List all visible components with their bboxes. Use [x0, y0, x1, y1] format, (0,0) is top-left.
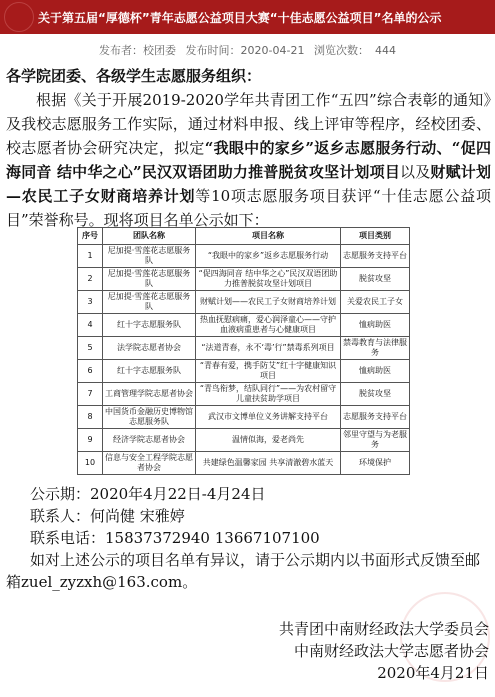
cell-category: 环境保护	[341, 452, 410, 475]
cell-team: 工商管理学院志愿者协会	[103, 383, 196, 406]
cell-team: 尼加提·雪莲花志愿服务队	[103, 291, 196, 314]
cell-project: “我眼中的家乡”返乡志愿服务行动	[196, 245, 341, 268]
cell-project: “法道青春，永不‘毒’行”禁毒系列项目	[196, 337, 341, 360]
table-row	[78, 291, 410, 314]
cell-project: 共建绿色温馨家园 共享清澈碧水蓝天	[196, 452, 341, 475]
objection-note: 如对上述公示的项目名单有异议，请于公示期内以书面形式反馈至邮箱zuel_zyzxh@163.com。	[6, 551, 481, 591]
cell-category: 禁毒教育与法律服务	[341, 337, 410, 360]
cell-index: 6	[78, 360, 103, 383]
title-bar	[0, 0, 495, 34]
table-row	[78, 452, 410, 475]
cell-team: 红十字志愿服务队	[103, 314, 196, 337]
publisher-label: 发布者：校团委	[99, 44, 177, 57]
intro-text-a: 根据《关于开展2019-2020学年共青团工作“五四”综合表彰的通知》及我校志愿服务工作实际，通过材料申报、线上评审等程序，经校团委、校志愿者协会研究决定，拟定	[6, 91, 491, 157]
contact-phone: 联系电话：15837372940 13667107100	[30, 529, 320, 547]
signing-date: 2020年4月21日	[377, 664, 489, 682]
cell-index: 2	[78, 268, 103, 291]
cell-index: 8	[78, 406, 103, 429]
cell-index: 10	[78, 452, 103, 475]
cell-team: 经济学院志愿者协会	[103, 429, 196, 452]
cell-project: “促四海同音 结中华之心”民汉双语团助力推普脱贫攻坚计划项目	[196, 268, 341, 291]
page-title: 关于第五届“厚德杯”青年志愿公益项目大赛“十佳志愿公益项目”名单的公示	[38, 11, 442, 25]
cell-index: 5	[78, 337, 103, 360]
cell-project: 热血抚慰病痛，爱心润泽童心——守护血液病重患者与心健康项目	[196, 314, 341, 337]
col-team: 团队名称	[103, 228, 196, 245]
notice-period: 公示期：2020年4月22日-4月24日	[30, 485, 266, 503]
intro-text-b: 以及	[400, 163, 431, 181]
table-row	[78, 314, 410, 337]
cell-project: “青春有爱，携手防艾”红十字健康知识项目	[196, 360, 341, 383]
table-row	[78, 337, 410, 360]
notice-footer	[6, 483, 491, 593]
col-index: 序号	[78, 228, 103, 245]
cell-category: 脱贫攻坚	[341, 383, 410, 406]
university-logo-icon	[4, 2, 34, 32]
cell-category: 邻里守望与为老服务	[341, 429, 410, 452]
table-row	[78, 360, 410, 383]
cell-index: 3	[78, 291, 103, 314]
intro-bold-1: “我眼中的家乡”返乡志愿服务行动、“促四海同音 结中华之心”民汉双语团助力推普脱贫攻坚计划项目	[6, 139, 491, 181]
intro-text-c: 等10项志愿服务项目获评“十佳志愿公益项目”荣誉称号。现将项目名单公示如下：	[6, 187, 491, 229]
cell-team: 法学院志愿者协会	[103, 337, 196, 360]
cell-category: 恤病助医	[341, 314, 410, 337]
cell-index: 4	[78, 314, 103, 337]
publish-date: 发布时间：2020-04-21	[185, 44, 305, 57]
signing-org-2: 中南财经政法大学志愿者协会	[293, 642, 489, 660]
cell-index: 1	[78, 245, 103, 268]
intro-bold-2: 财赋计划—农民工子女财商培养计划	[6, 163, 491, 205]
cell-project: 温情似海，爱老尚先	[196, 429, 341, 452]
cell-category: 脱贫攻坚	[341, 268, 410, 291]
signature-block	[279, 618, 489, 684]
views-label: 浏览次数：	[313, 44, 369, 57]
cell-index: 9	[78, 429, 103, 452]
cell-category: 关爱农民工子女	[341, 291, 410, 314]
greeting: 各学院团委、各级学生志愿服务组织：	[6, 67, 262, 85]
cell-team: 红十字志愿服务队	[103, 360, 196, 383]
cell-category: 志愿服务支持平台	[341, 245, 410, 268]
cell-project: 武汉市文博单位义务讲解支持平台	[196, 406, 341, 429]
article-meta	[0, 42, 495, 58]
cell-category: 志愿服务支持平台	[341, 406, 410, 429]
cell-project: 财赋计划——农民工子女财商培养计划	[196, 291, 341, 314]
col-project: 项目名称	[196, 228, 341, 245]
views-count: 444	[374, 44, 396, 57]
cell-team: 尼加提·雪莲花志愿服务队	[103, 268, 196, 291]
table-row	[78, 383, 410, 406]
cell-category: 恤病助医	[341, 360, 410, 383]
col-category: 项目类别	[341, 228, 410, 245]
article-body	[6, 64, 491, 232]
contact-person: 联系人：何尚健 宋雅婷	[30, 507, 185, 525]
table-row	[78, 429, 410, 452]
table-header-row	[78, 228, 410, 245]
table-row	[78, 406, 410, 429]
cell-project: “青鸟衔梦，结队同行”——为农村留守儿童扶贫助学项目	[196, 383, 341, 406]
cell-team: 中国货币金融历史博物馆志愿服务队	[103, 406, 196, 429]
signing-org-1: 共青团中南财经政法大学委员会	[278, 620, 489, 638]
table-row	[78, 245, 410, 268]
table-row	[78, 268, 410, 291]
cell-team: 尼加提·雪莲花志愿服务队	[103, 245, 196, 268]
cell-index: 7	[78, 383, 103, 406]
project-table	[77, 227, 410, 475]
project-table-wrap	[77, 227, 410, 475]
cell-team: 信息与安全工程学院志愿者协会	[103, 452, 196, 475]
intro-paragraph	[6, 88, 491, 232]
